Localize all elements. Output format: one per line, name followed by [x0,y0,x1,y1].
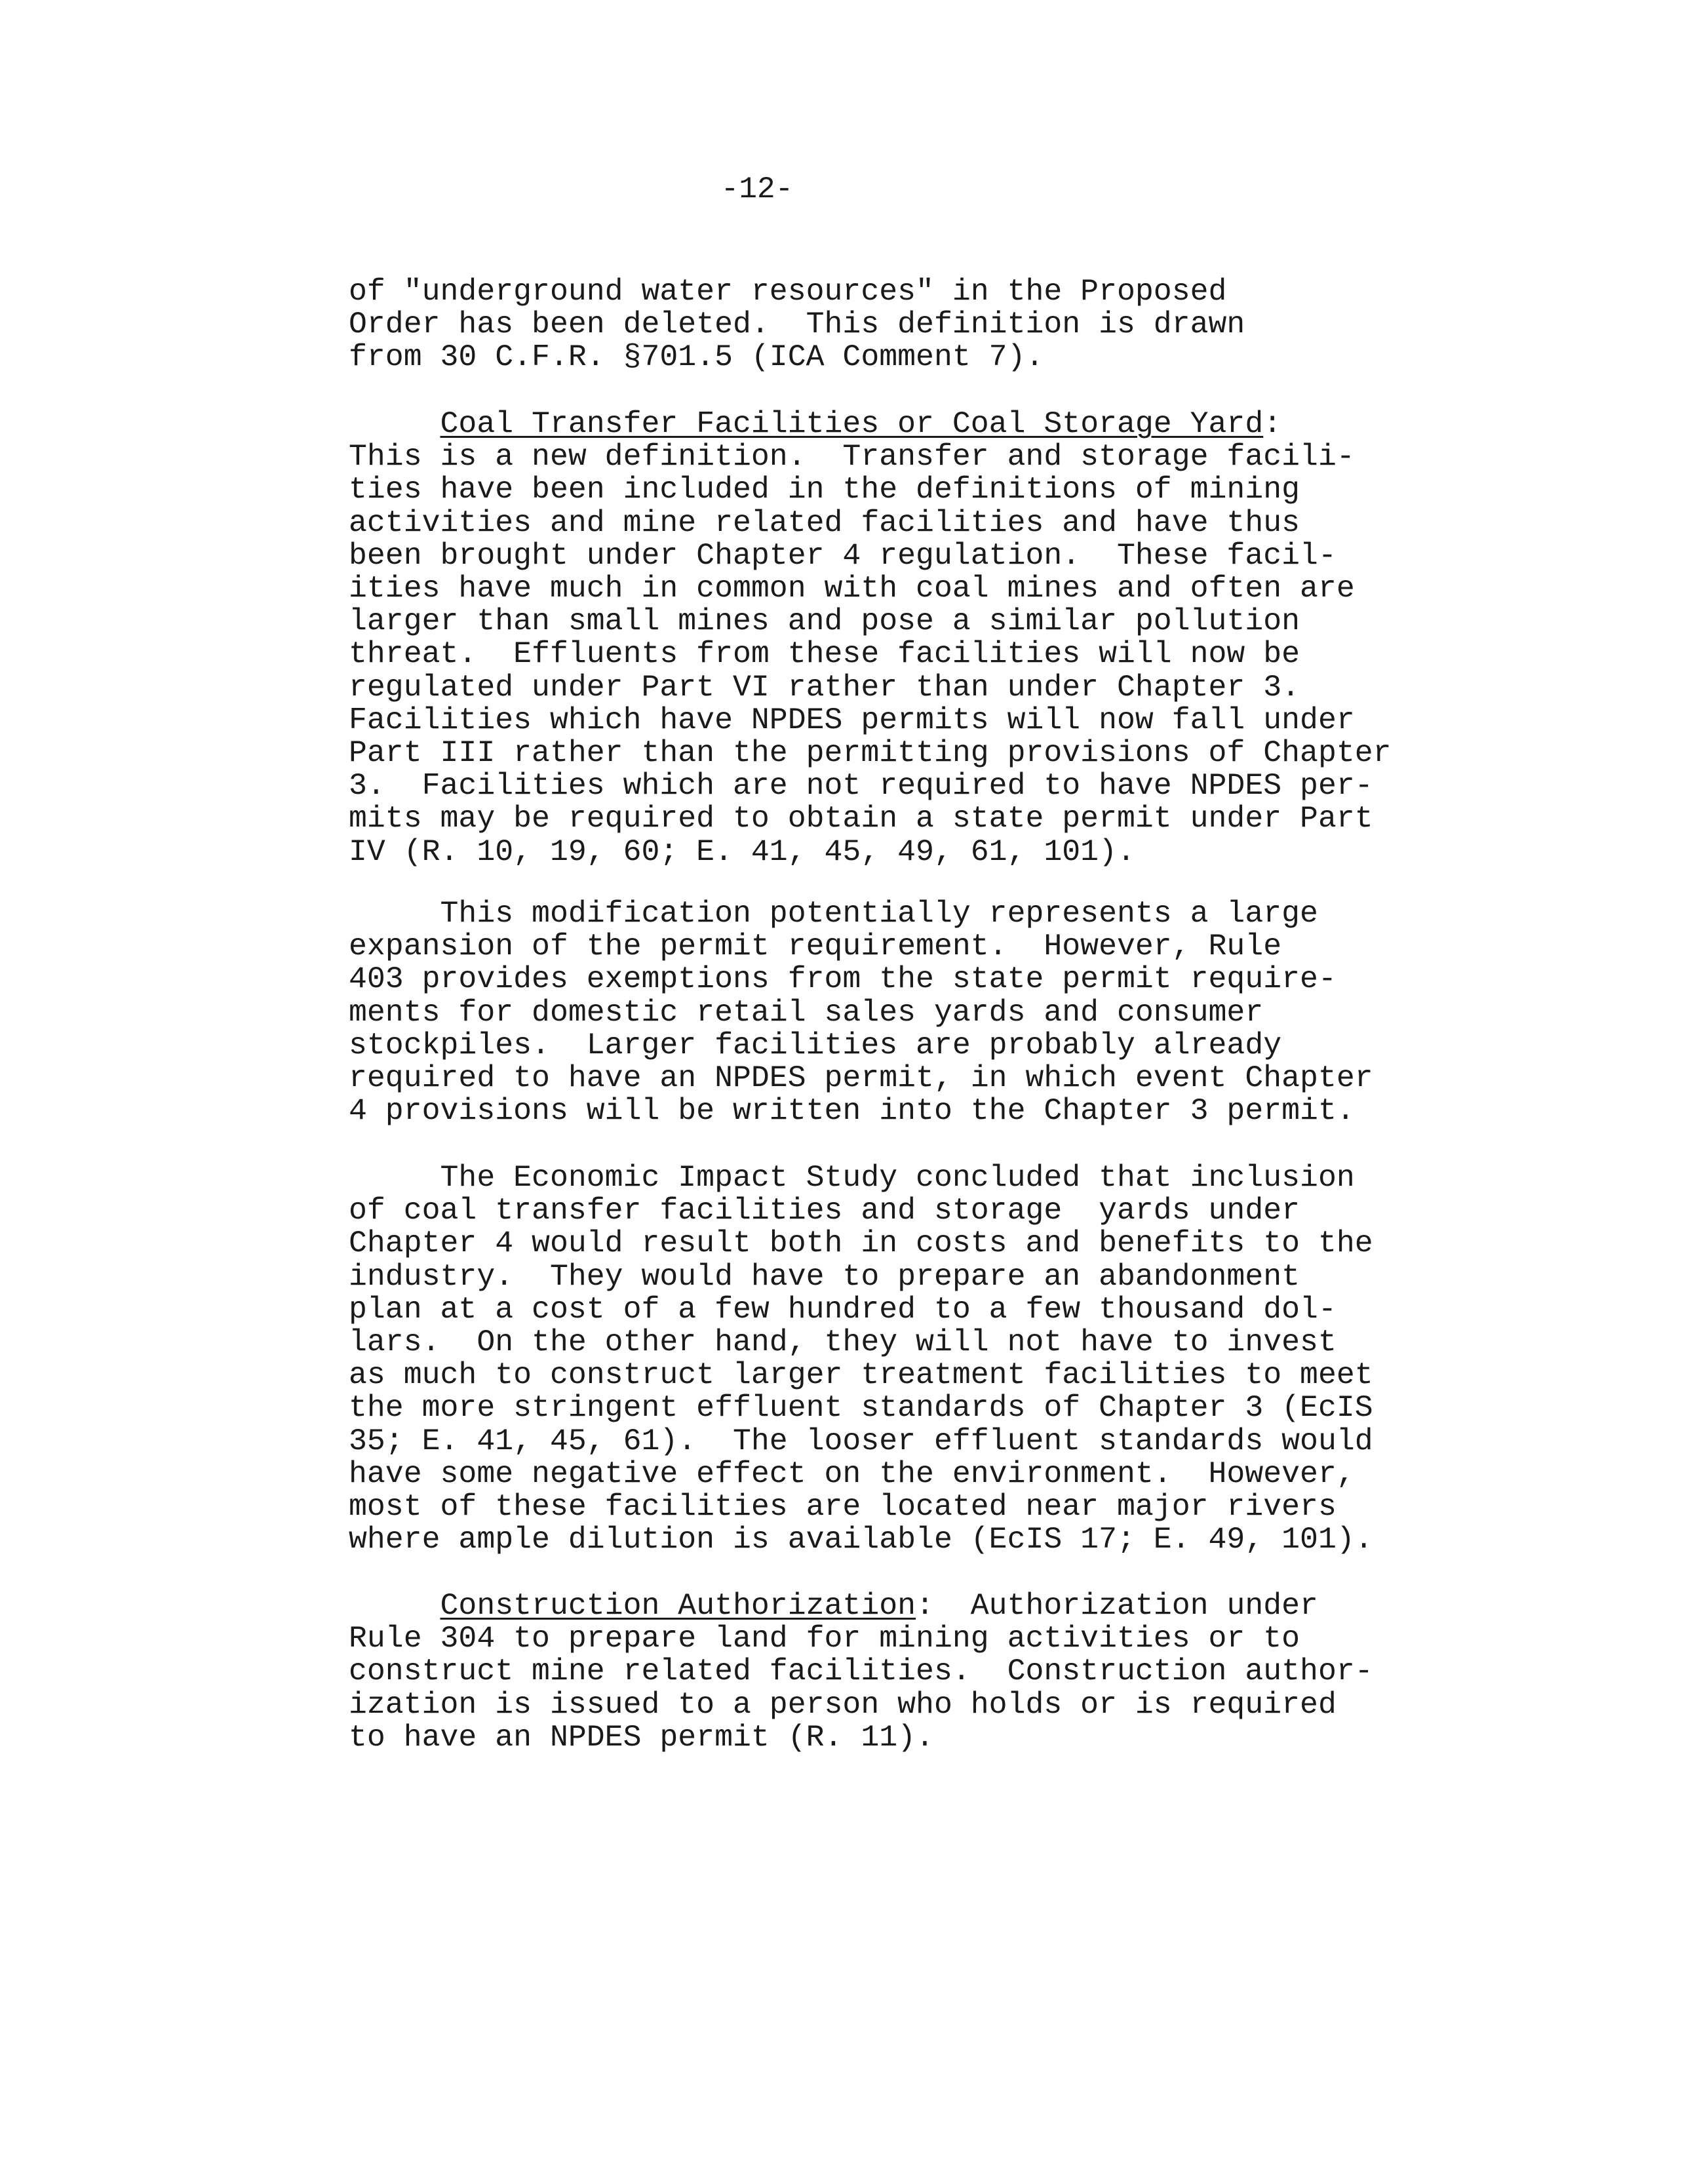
paragraph-underground-water [349,275,1489,374]
text-line: of coal transfer facilities and storage yards under [349,1193,1300,1228]
paragraph-economic-impact [349,1161,1489,1556]
text-line: as much to construct larger treatment facilities to meet [349,1357,1373,1393]
heading-suffix: : [1263,406,1282,441]
text-line: plan at a cost of a few hundred to a few thousand dol- [349,1291,1337,1327]
text-line: larger than small mines and pose a similar pollution [349,604,1300,639]
text-line: This is a new definition. Transfer and storage facili- [349,439,1355,475]
text-line: of "underground water resources" in the Proposed [349,274,1227,309]
heading-line [349,408,1489,440]
text-line: Part III rather than the permitting provisions of Chapter [349,735,1392,771]
text-line: 3. Facilities which are not required to have NPDES per- [349,768,1373,804]
text-line: IV (R. 10, 19, 60; E. 41, 45, 49, 61, 101). [349,834,1135,869]
text-line: threat. Effluents from these facilities will now be [349,636,1300,672]
paragraph-permit-expansion [349,897,1489,1127]
text-line: industry. They would have to prepare an abandonment [349,1258,1300,1294]
definition-heading-construction: Construction Authorization [440,1588,916,1623]
text-line: The Economic Impact Study concluded that inclusion [349,1160,1355,1195]
heading-line [349,1589,1489,1622]
text-line: have some negative effect on the environment. However, [349,1456,1355,1491]
paragraph-coal-transfer-facilities [349,408,1489,868]
text-line: This modification potentially represents a large [349,896,1318,931]
text-line: most of these facilities are located near major rivers [349,1489,1337,1525]
text-line: the more stringent effluent standards of Chapter 3 (EcIS [349,1390,1373,1426]
text-line: Rule 304 to prepare land for mining activities or to [349,1621,1300,1656]
text-line: Facilities which have NPDES permits will now fall under [349,702,1355,737]
text-line: ments for domestic retail sales yards and consumer [349,994,1264,1030]
text-line: 403 provides exemptions from the state permit require- [349,962,1337,997]
text-line: where ample dilution is available (EcIS 17; E. 49, 101). [349,1522,1373,1557]
text-line: activities and mine related facilities and have thus [349,505,1300,540]
text-line: expansion of the permit requirement. However, Rule [349,929,1282,964]
text-line: construct mine related facilities. Construction author- [349,1654,1373,1689]
text-line: required to have an NPDES permit, in which event Chapter [349,1061,1373,1096]
text-line: 35; E. 41, 45, 61). The looser effluent standards would [349,1423,1373,1458]
text-line: ties have been included in the definitions of mining [349,472,1300,507]
text-line: regulated under Part VI rather than under Chapter 3. [349,669,1300,705]
text-line: ities have much in common with coal mines and often are [349,571,1355,606]
text-line: Order has been deleted. This definition is drawn [349,307,1245,342]
text-line: 4 provisions will be written into the Chapter 3 permit. [349,1093,1355,1129]
text-line: to have an NPDES permit (R. 11). [349,1719,934,1755]
text-line: stockpiles. Larger facilities are probably already [349,1027,1282,1063]
text-line: ization is issued to a person who holds or is required [349,1687,1337,1722]
text-line: been brought under Chapter 4 regulation. These facil- [349,537,1337,573]
text-line: Chapter 4 would result both in costs and benefits to the [349,1226,1373,1261]
heading-suffix: : Authorization under [916,1588,1318,1623]
page-number: -12- [720,172,794,206]
text-line: from 30 C.F.R. §701.5 (ICA Comment 7). [349,340,1044,375]
text-line: mits may be required to obtain a state permit under Part [349,801,1373,836]
text-line: lars. On the other hand, they will not have to invest [349,1325,1337,1360]
definition-heading-coal-transfer: Coal Transfer Facilities or Coal Storage Yard [440,406,1264,441]
paragraph-construction-authorization [349,1589,1489,1754]
